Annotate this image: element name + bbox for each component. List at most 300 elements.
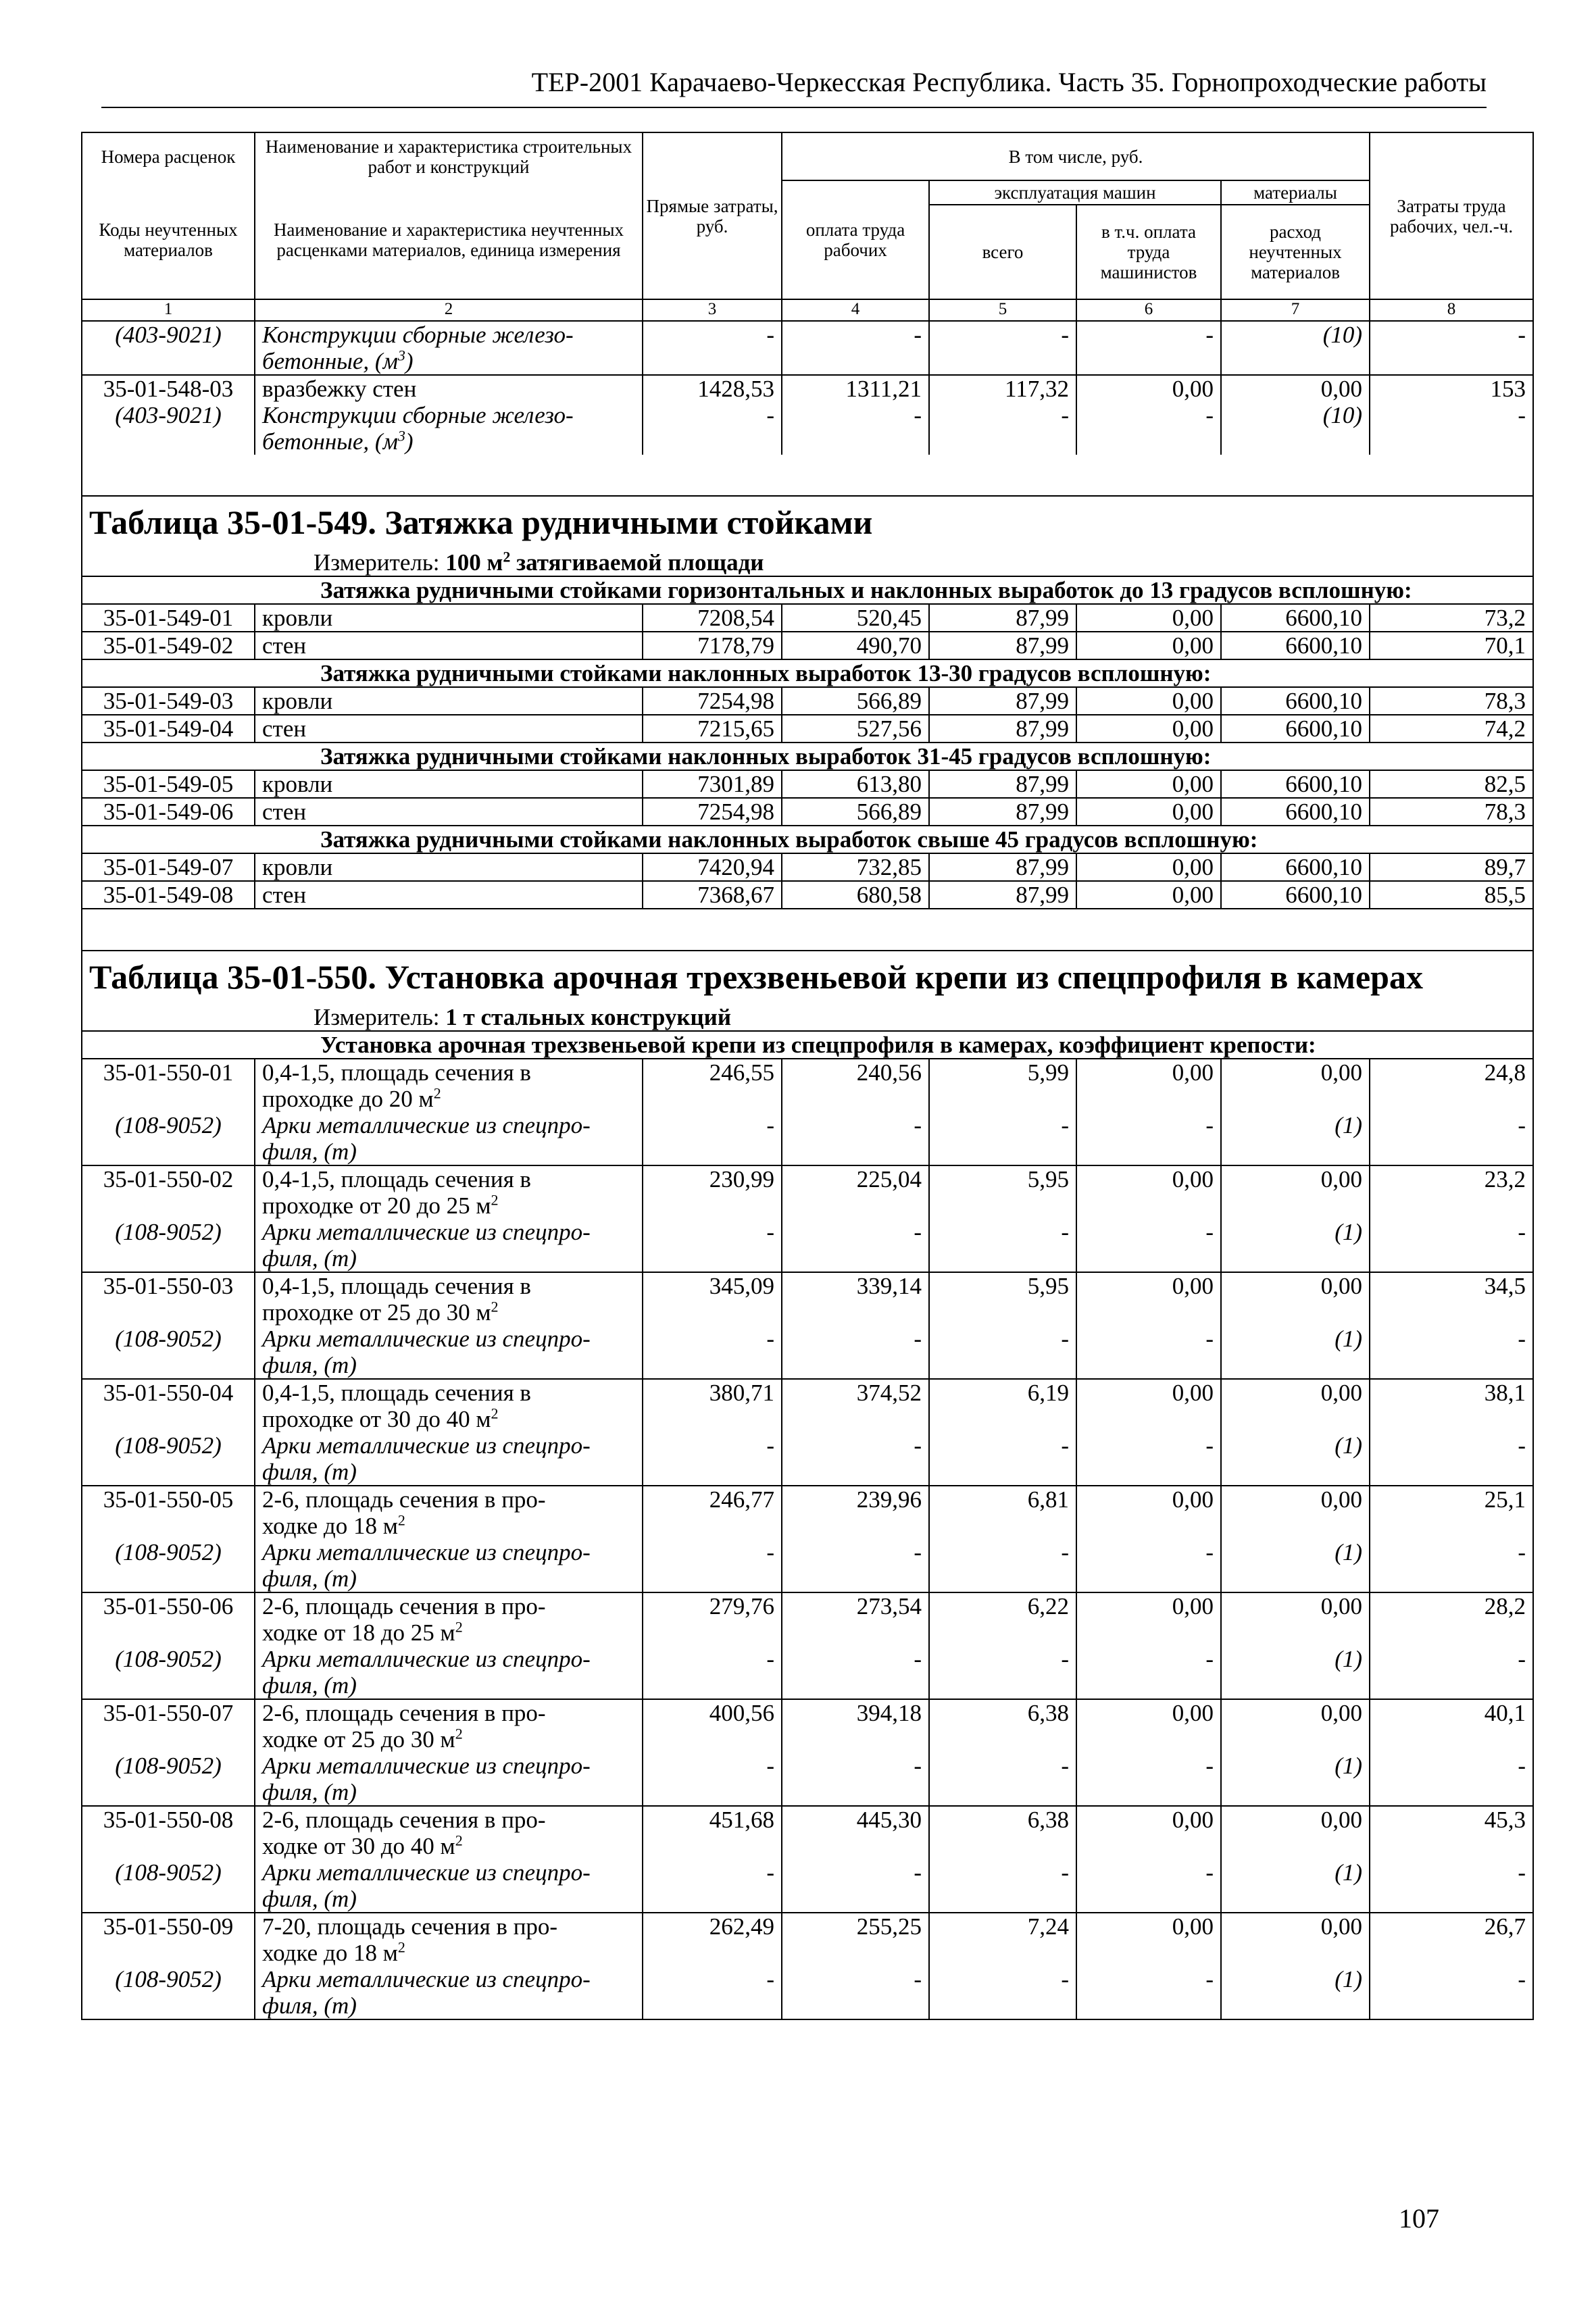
value-c7: 0,00 bbox=[1221, 1806, 1370, 1833]
value-c8: - bbox=[1370, 321, 1533, 348]
value-c7: (10) bbox=[1221, 402, 1370, 428]
material-c7: (1) bbox=[1221, 1753, 1370, 1779]
rate-name: Конструкции сборные железо- bbox=[255, 402, 643, 428]
empty-cell bbox=[929, 1299, 1076, 1326]
value-c3: 1428,53 bbox=[643, 375, 782, 402]
value-c6: - bbox=[1076, 321, 1221, 348]
value-c6: 0,00 bbox=[1076, 881, 1221, 909]
empty-cell bbox=[929, 1940, 1076, 1966]
empty-cell bbox=[82, 1513, 255, 1539]
material-c8: - bbox=[1370, 1966, 1533, 1992]
value-c5: 6,38 bbox=[929, 1806, 1076, 1833]
value-c8: 78,3 bbox=[1370, 798, 1533, 826]
table-row-cont bbox=[82, 1513, 1533, 1539]
empty-cell bbox=[782, 1726, 929, 1753]
table-row bbox=[82, 375, 1533, 402]
table-row bbox=[82, 1059, 1533, 1086]
empty-cell bbox=[1370, 1940, 1533, 1966]
rate-code: 35-01-549-08 bbox=[82, 881, 255, 909]
value-c3: - bbox=[643, 321, 782, 348]
superscript: 2 bbox=[491, 1406, 499, 1422]
material-c3: - bbox=[643, 1539, 782, 1565]
value-c8: 25,1 bbox=[1370, 1486, 1533, 1513]
rate-name-line1: 2-6, площадь сечения в про- bbox=[255, 1699, 643, 1726]
table-row-cont bbox=[82, 1619, 1533, 1646]
empty-cell bbox=[82, 1299, 255, 1326]
empty-cell bbox=[82, 1406, 255, 1432]
empty-cell bbox=[643, 1672, 782, 1699]
measure-text bbox=[89, 549, 764, 576]
value-c7: 0,00 bbox=[1221, 1379, 1370, 1406]
value-c8: 26,7 bbox=[1370, 1913, 1533, 1940]
value-c3: 451,68 bbox=[643, 1806, 782, 1833]
material-code: (108-9052) bbox=[82, 1753, 255, 1779]
value-c8: 85,5 bbox=[1370, 881, 1533, 909]
rate-name-line2 bbox=[255, 1833, 643, 1859]
col-machinists-pay: в т.ч. оплата труда машинистов bbox=[1076, 205, 1221, 299]
value-c4: 394,18 bbox=[782, 1699, 929, 1726]
value-c4: 255,25 bbox=[782, 1913, 929, 1940]
empty-cell bbox=[1076, 348, 1221, 375]
rate-code: 35-01-550-07 bbox=[82, 1699, 255, 1726]
material-c7: (1) bbox=[1221, 1219, 1370, 1245]
material-code: (108-9052) bbox=[82, 1112, 255, 1138]
spacer-row bbox=[82, 455, 1533, 496]
empty-cell bbox=[929, 1459, 1076, 1486]
value-c8: 73,2 bbox=[1370, 604, 1533, 632]
empty-cell bbox=[1076, 1833, 1221, 1859]
material-name-line2: филя, (т) bbox=[255, 1352, 643, 1379]
material-c4: - bbox=[782, 1539, 929, 1565]
value-c6: 0,00 bbox=[1076, 853, 1221, 881]
table-row bbox=[82, 881, 1533, 909]
col-labor-pay: оплата труда рабочих bbox=[782, 180, 929, 299]
measure-unit-text: 100 м bbox=[445, 549, 503, 576]
empty-cell bbox=[1221, 1565, 1370, 1592]
empty-cell bbox=[782, 1406, 929, 1432]
superscript: 2 bbox=[491, 1299, 499, 1315]
material-code: (108-9052) bbox=[82, 1539, 255, 1565]
measure-row bbox=[82, 547, 1533, 576]
value-c8: 38,1 bbox=[1370, 1379, 1533, 1406]
empty-cell bbox=[643, 1086, 782, 1112]
rate-name-tail: ) bbox=[405, 428, 414, 455]
value-c5: 117,32 bbox=[929, 375, 1076, 402]
material-c4: - bbox=[782, 1432, 929, 1459]
rate-name: кровли bbox=[255, 687, 643, 715]
rate-name-text: проходке от 20 до 25 м bbox=[262, 1192, 491, 1219]
material-c4: - bbox=[782, 1326, 929, 1352]
table-row-cont bbox=[82, 1940, 1533, 1966]
empty-cell bbox=[1370, 348, 1533, 375]
value-c4: 527,56 bbox=[782, 715, 929, 743]
value-c7: 0,00 bbox=[1221, 1165, 1370, 1192]
empty-cell bbox=[1370, 1726, 1533, 1753]
column-number: 6 bbox=[1076, 299, 1221, 321]
material-name-line2: филя, (т) bbox=[255, 1672, 643, 1699]
material-code: (108-9052) bbox=[82, 1219, 255, 1245]
rates-table bbox=[81, 132, 1534, 2020]
col-machines: эксплуатация машин bbox=[929, 180, 1221, 205]
empty-cell bbox=[82, 1833, 255, 1859]
empty-cell bbox=[1221, 1992, 1370, 2019]
material-c7: (1) bbox=[1221, 1646, 1370, 1672]
table-row bbox=[82, 1486, 1533, 1513]
column-number: 7 bbox=[1221, 299, 1370, 321]
empty-cell bbox=[782, 1940, 929, 1966]
empty-cell bbox=[929, 1726, 1076, 1753]
superscript: 2 bbox=[433, 1086, 441, 1102]
value-c7: 6600,10 bbox=[1221, 632, 1370, 659]
value-c6: 0,00 bbox=[1076, 1272, 1221, 1299]
empty-cell bbox=[1076, 1138, 1221, 1165]
rate-code: 35-01-549-02 bbox=[82, 632, 255, 659]
empty-cell bbox=[643, 1192, 782, 1219]
empty-cell bbox=[1221, 1299, 1370, 1326]
measure-550 bbox=[82, 1001, 1533, 1031]
rate-code: 35-01-549-05 bbox=[82, 770, 255, 798]
value-c6: 0,00 bbox=[1076, 1913, 1221, 1940]
empty-cell bbox=[1076, 1672, 1221, 1699]
rate-name-line1: 0,4-1,5, площадь сечения в bbox=[255, 1272, 643, 1299]
value-c4: 445,30 bbox=[782, 1806, 929, 1833]
rate-name-line1: 2-6, площадь сечения в про- bbox=[255, 1486, 643, 1513]
material-name: Арки металлические из спецпро- bbox=[255, 1539, 643, 1565]
value-c3: - bbox=[643, 402, 782, 428]
material-c3: - bbox=[643, 1219, 782, 1245]
material-c8: - bbox=[1370, 1646, 1533, 1672]
value-c5: 6,38 bbox=[929, 1699, 1076, 1726]
empty-cell bbox=[929, 1192, 1076, 1219]
superscript: 2 bbox=[491, 1192, 499, 1209]
value-c5: 6,19 bbox=[929, 1379, 1076, 1406]
rate-code: 35-01-550-08 bbox=[82, 1806, 255, 1833]
empty-cell bbox=[782, 1619, 929, 1646]
material-c7: (1) bbox=[1221, 1859, 1370, 1886]
material-row bbox=[82, 1432, 1533, 1459]
material-c3: - bbox=[643, 1859, 782, 1886]
value-c4: 374,52 bbox=[782, 1379, 929, 1406]
rate-name-line2 bbox=[255, 1513, 643, 1539]
rate-name-text: ходке от 18 до 25 м bbox=[262, 1619, 455, 1646]
material-c5: - bbox=[929, 1219, 1076, 1245]
value-c3: 7178,79 bbox=[643, 632, 782, 659]
rate-name: кровли bbox=[255, 604, 643, 632]
table-row-cont bbox=[82, 1406, 1533, 1432]
material-name: Арки металлические из спецпро- bbox=[255, 1646, 643, 1672]
empty-cell bbox=[1221, 1726, 1370, 1753]
empty-cell bbox=[1076, 1192, 1221, 1219]
value-c6: 0,00 bbox=[1076, 1379, 1221, 1406]
material-c7: (1) bbox=[1221, 1966, 1370, 1992]
value-c4: 566,89 bbox=[782, 687, 929, 715]
material-row-cont bbox=[82, 1992, 1533, 2019]
value-c8: 153 bbox=[1370, 375, 1533, 402]
table-row bbox=[82, 1379, 1533, 1406]
rate-name-text: ходке от 25 до 30 м bbox=[262, 1726, 455, 1753]
empty-cell bbox=[82, 1245, 255, 1272]
spacer-row bbox=[82, 909, 1533, 951]
empty-cell bbox=[929, 348, 1076, 375]
table-row bbox=[82, 1592, 1533, 1619]
rate-code: (403-9021) bbox=[82, 321, 255, 348]
rate-code: 35-01-549-06 bbox=[82, 798, 255, 826]
empty-cell bbox=[1370, 1992, 1533, 2019]
header-rule bbox=[101, 107, 1487, 108]
superscript: 2 bbox=[455, 1833, 463, 1849]
empty-cell bbox=[1076, 1513, 1221, 1539]
empty-cell bbox=[643, 348, 782, 375]
value-c4: 240,56 bbox=[782, 1059, 929, 1086]
empty-cell bbox=[1076, 1086, 1221, 1112]
rate-name-text: проходке до 20 м bbox=[262, 1086, 434, 1112]
value-c5: - bbox=[929, 402, 1076, 428]
value-c5: 87,99 bbox=[929, 687, 1076, 715]
material-row bbox=[82, 1966, 1533, 1992]
material-c7: (1) bbox=[1221, 1432, 1370, 1459]
table-row bbox=[82, 770, 1533, 798]
empty-cell bbox=[1221, 1619, 1370, 1646]
empty-cell bbox=[1076, 1352, 1221, 1379]
empty-cell bbox=[1370, 1086, 1533, 1112]
material-c8: - bbox=[1370, 1432, 1533, 1459]
col-name-materials: Наименование и характеристика неучтенных расценками материалов, единица измерения bbox=[255, 180, 643, 299]
material-row-cont bbox=[82, 1459, 1533, 1486]
rate-code: 35-01-549-01 bbox=[82, 604, 255, 632]
column-number: 3 bbox=[643, 299, 782, 321]
col-rate-numbers: Номера расценок bbox=[82, 132, 255, 180]
empty-cell bbox=[1076, 1406, 1221, 1432]
value-c5: 87,99 bbox=[929, 604, 1076, 632]
col-codes: Коды неучтенных материалов bbox=[82, 180, 255, 299]
material-name: Арки металлические из спецпро- bbox=[255, 1326, 643, 1352]
empty-cell bbox=[643, 1619, 782, 1646]
rate-code: 35-01-550-03 bbox=[82, 1272, 255, 1299]
section-label: Затяжка рудничными стойками наклонных выработок 31-45 градусов всплошную: bbox=[82, 743, 1533, 770]
value-c4: 520,45 bbox=[782, 604, 929, 632]
material-c4: - bbox=[782, 1646, 929, 1672]
empty-cell bbox=[1221, 1940, 1370, 1966]
rate-name-line2 bbox=[255, 1299, 643, 1326]
empty-cell bbox=[929, 1352, 1076, 1379]
value-c7: 6600,10 bbox=[1221, 853, 1370, 881]
superscript: 2 bbox=[503, 548, 511, 565]
material-c3: - bbox=[643, 1432, 782, 1459]
empty-cell bbox=[643, 1245, 782, 1272]
superscript: 2 bbox=[455, 1726, 463, 1742]
material-c4: - bbox=[782, 1112, 929, 1138]
empty-cell bbox=[1221, 1086, 1370, 1112]
empty-cell bbox=[929, 1886, 1076, 1913]
value-c8: 45,3 bbox=[1370, 1806, 1533, 1833]
empty-cell bbox=[1370, 1565, 1533, 1592]
empty-cell bbox=[929, 1619, 1076, 1646]
rate-name: кровли bbox=[255, 853, 643, 881]
table-row-cont bbox=[82, 1726, 1533, 1753]
rate-name-line1: 7-20, площадь сечения в про- bbox=[255, 1913, 643, 1940]
table-row bbox=[82, 604, 1533, 632]
material-c8: - bbox=[1370, 1753, 1533, 1779]
material-name: Арки металлические из спецпро- bbox=[255, 1966, 643, 1992]
rate-name: стен bbox=[255, 715, 643, 743]
rate-name-line2 bbox=[255, 1940, 643, 1966]
table-body bbox=[82, 132, 1533, 2019]
empty-cell bbox=[82, 1886, 255, 1913]
material-c6: - bbox=[1076, 1753, 1221, 1779]
section-row bbox=[82, 826, 1533, 853]
column-number: 8 bbox=[1370, 299, 1533, 321]
empty-cell bbox=[82, 1619, 255, 1646]
material-c6: - bbox=[1076, 1859, 1221, 1886]
spacer bbox=[82, 455, 1533, 496]
table-row bbox=[82, 687, 1533, 715]
value-c7: (10) bbox=[1221, 321, 1370, 348]
material-c5: - bbox=[929, 1646, 1076, 1672]
empty-cell bbox=[782, 1672, 929, 1699]
value-c5: 6,81 bbox=[929, 1486, 1076, 1513]
value-c6: 0,00 bbox=[1076, 770, 1221, 798]
table-row bbox=[82, 428, 1533, 455]
empty-cell bbox=[643, 1833, 782, 1859]
empty-cell bbox=[643, 1779, 782, 1806]
material-c4: - bbox=[782, 1219, 929, 1245]
col-including: В том числе, руб. bbox=[782, 132, 1370, 180]
value-c8: 70,1 bbox=[1370, 632, 1533, 659]
table-title-row bbox=[82, 496, 1533, 547]
value-c7: 6600,10 bbox=[1221, 604, 1370, 632]
material-row bbox=[82, 1326, 1533, 1352]
superscript: 3 bbox=[397, 348, 405, 364]
value-c5: 87,99 bbox=[929, 632, 1076, 659]
material-c3: - bbox=[643, 1112, 782, 1138]
material-code: (108-9052) bbox=[82, 1859, 255, 1886]
empty-cell bbox=[1076, 1565, 1221, 1592]
material-code: (108-9052) bbox=[82, 1646, 255, 1672]
rate-code: 35-01-549-07 bbox=[82, 853, 255, 881]
measure-unit-tail: затягиваемой площади bbox=[510, 549, 764, 576]
material-row bbox=[82, 1219, 1533, 1245]
value-c6: 0,00 bbox=[1076, 1699, 1221, 1726]
empty-cell bbox=[782, 1192, 929, 1219]
value-c8: 24,8 bbox=[1370, 1059, 1533, 1086]
empty-cell bbox=[782, 348, 929, 375]
empty-cell bbox=[1076, 1886, 1221, 1913]
material-c5: - bbox=[929, 1966, 1076, 1992]
material-c5: - bbox=[929, 1326, 1076, 1352]
measure-text bbox=[89, 1004, 731, 1030]
rate-code: 35-01-550-01 bbox=[82, 1059, 255, 1086]
rate-name-line1: 2-6, площадь сечения в про- bbox=[255, 1592, 643, 1619]
empty-cell bbox=[782, 1886, 929, 1913]
empty-cell bbox=[1221, 1833, 1370, 1859]
value-c5: 5,95 bbox=[929, 1165, 1076, 1192]
empty-cell bbox=[1370, 1138, 1533, 1165]
value-c6: 0,00 bbox=[1076, 1592, 1221, 1619]
empty-cell bbox=[929, 1138, 1076, 1165]
empty-cell bbox=[643, 428, 782, 455]
value-c4: 339,14 bbox=[782, 1272, 929, 1299]
spacer bbox=[82, 909, 1533, 951]
value-c5: 87,99 bbox=[929, 881, 1076, 909]
value-c8: 74,2 bbox=[1370, 715, 1533, 743]
material-c3: - bbox=[643, 1753, 782, 1779]
empty-cell bbox=[782, 1992, 929, 2019]
value-c6: 0,00 bbox=[1076, 1059, 1221, 1086]
table-row bbox=[82, 632, 1533, 659]
empty-cell bbox=[82, 1940, 255, 1966]
rate-name: вразбежку стен bbox=[255, 375, 643, 402]
empty-cell bbox=[782, 1352, 929, 1379]
material-row-cont bbox=[82, 1779, 1533, 1806]
empty-cell bbox=[643, 1459, 782, 1486]
rate-name-text: ходке от 30 до 40 м bbox=[262, 1833, 455, 1859]
material-code: (108-9052) bbox=[82, 1432, 255, 1459]
material-name-line2: филя, (т) bbox=[255, 1886, 643, 1913]
empty-cell bbox=[1076, 1299, 1221, 1326]
table-row-cont bbox=[82, 1833, 1533, 1859]
superscript: 3 bbox=[397, 428, 405, 445]
value-c3: 7208,54 bbox=[643, 604, 782, 632]
value-c4: 239,96 bbox=[782, 1486, 929, 1513]
empty-cell bbox=[82, 1192, 255, 1219]
col-materials: материалы bbox=[1221, 180, 1370, 205]
empty-cell bbox=[929, 1406, 1076, 1432]
value-c5: - bbox=[929, 321, 1076, 348]
material-row-cont bbox=[82, 1138, 1533, 1165]
value-c6: 0,00 bbox=[1076, 375, 1221, 402]
empty-cell bbox=[82, 1138, 255, 1165]
rate-name-line2 bbox=[255, 1406, 643, 1432]
value-c5: 87,99 bbox=[929, 798, 1076, 826]
empty-cell bbox=[1076, 1459, 1221, 1486]
material-name-line2: филя, (т) bbox=[255, 1992, 643, 2019]
material-c6: - bbox=[1076, 1326, 1221, 1352]
empty-cell bbox=[82, 1992, 255, 2019]
table-549-title: Таблица 35-01-549. Затяжка рудничными стойками bbox=[82, 496, 1533, 547]
value-c4: 680,58 bbox=[782, 881, 929, 909]
value-c4: - bbox=[782, 321, 929, 348]
header-row-1 bbox=[82, 132, 1533, 180]
table-title-row bbox=[82, 951, 1533, 1001]
value-c3: 7301,89 bbox=[643, 770, 782, 798]
empty-cell bbox=[1221, 1672, 1370, 1699]
empty-cell bbox=[1370, 1779, 1533, 1806]
col-labor-costs: Затраты труда рабочих, чел.-ч. bbox=[1370, 132, 1533, 299]
value-c7: 0,00 bbox=[1221, 375, 1370, 402]
rate-name-text: бетонные, (м bbox=[262, 348, 398, 374]
empty-cell bbox=[782, 1138, 929, 1165]
col-materials-unaccounted: расход неучтенных материалов bbox=[1221, 205, 1370, 299]
rate-name-line2 bbox=[255, 1086, 643, 1112]
empty-cell bbox=[1076, 1779, 1221, 1806]
material-c5: - bbox=[929, 1432, 1076, 1459]
section-row bbox=[82, 576, 1533, 604]
material-c5: - bbox=[929, 1112, 1076, 1138]
value-c6: 0,00 bbox=[1076, 715, 1221, 743]
empty-cell bbox=[1221, 1192, 1370, 1219]
page-number: 107 bbox=[1399, 2203, 1439, 2234]
rate-name bbox=[255, 428, 643, 455]
material-c4: - bbox=[782, 1859, 929, 1886]
empty-cell bbox=[82, 1726, 255, 1753]
material-name-line2: филя, (т) bbox=[255, 1565, 643, 1592]
material-c6: - bbox=[1076, 1432, 1221, 1459]
material-c5: - bbox=[929, 1859, 1076, 1886]
table-row bbox=[82, 1913, 1533, 1940]
material-c6: - bbox=[1076, 1112, 1221, 1138]
empty-cell bbox=[929, 428, 1076, 455]
rate-name-line1: 0,4-1,5, площадь сечения в bbox=[255, 1059, 643, 1086]
